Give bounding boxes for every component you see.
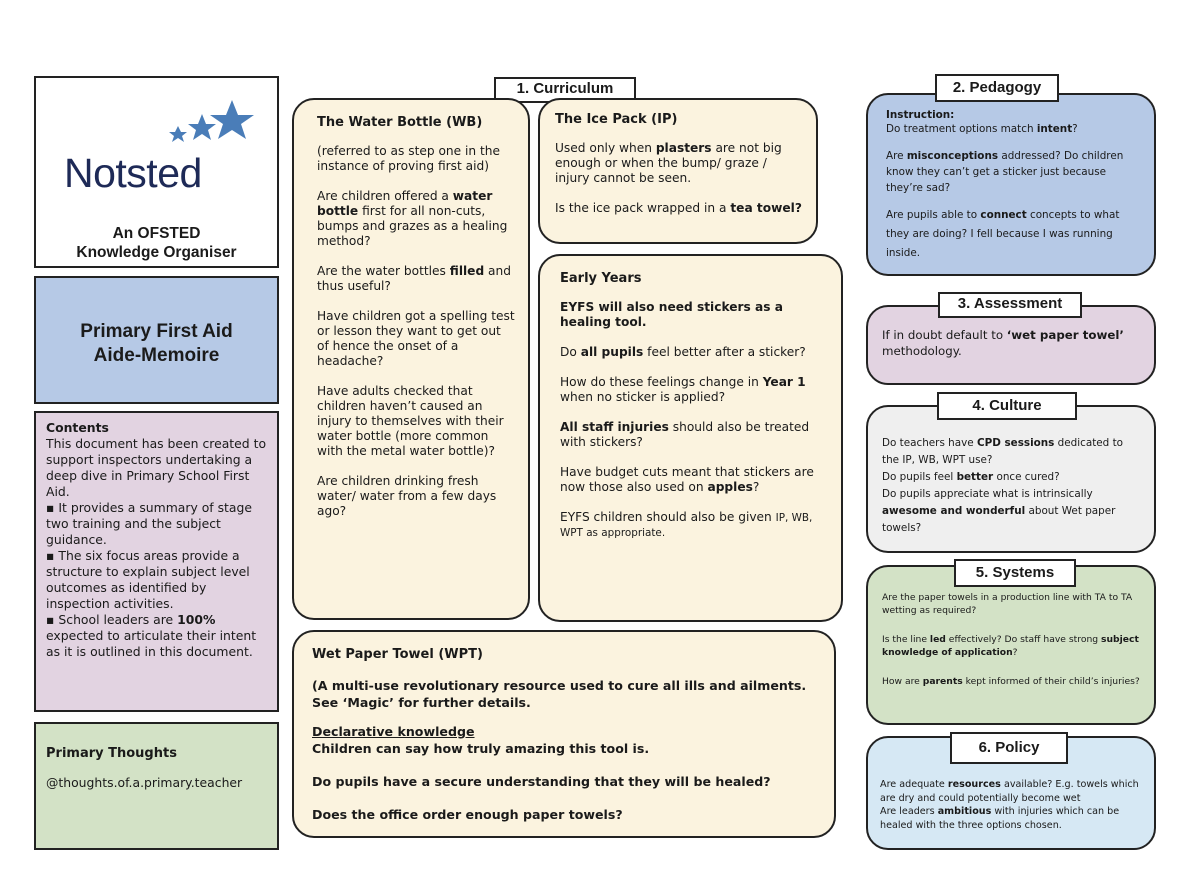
tab-systems: 5. Systems: [954, 559, 1076, 587]
assessment-text: If in doubt default to ‘wet paper towel’ methodology.: [882, 328, 1124, 358]
systems-p3: How are parents kept informed of their child’s injuries?: [882, 676, 1140, 687]
logo-subtitle: An OFSTED Knowledge Organiser: [76, 225, 237, 261]
policy-p2: Are leaders ambitious with injuries which can be healed with the three options chosen.: [880, 806, 1120, 831]
pedagogy-heading: Instruction:: [886, 109, 955, 121]
contents-list: [46, 500, 267, 660]
pedagogy-card: [866, 93, 1156, 276]
contents-intro: This document has been created to support inspectors undertaking a deep dive in Primary School First Aid.: [46, 436, 267, 499]
wb-p1: (referred to as step one in the instance of proving first aid): [317, 144, 501, 173]
wpt-p2: Children can say how truly amazing this tool is.: [312, 741, 650, 756]
tab-culture: 4. Culture: [937, 392, 1077, 420]
wb-p6: Are children drinking fresh water/ water from a few days ago?: [317, 474, 497, 518]
systems-p1: Are the paper towels in a production line with TA to TA wetting as required?: [882, 592, 1133, 616]
contents-heading: Contents: [46, 420, 109, 435]
list-item: ▪ It provides a summary of stage two training and the subject guidance.: [46, 500, 267, 548]
culture-l1: Do teachers have CPD sessions dedicated to the IP, WB, WPT use?: [882, 437, 1124, 466]
water-bottle-title: The Water Bottle (WB): [317, 115, 483, 130]
tab-policy: 6. Policy: [950, 732, 1068, 764]
pedagogy-p1: Do treatment options match intent?: [886, 123, 1078, 135]
title-panel: [34, 276, 279, 404]
list-item: ▪ The six focus areas provide a structure to explain subject level outcomes as identified by inspection activities.: [46, 548, 267, 612]
culture-l4: awesome and wonderful about Wet paper towels?: [882, 505, 1116, 534]
ip-p2: Is the ice pack wrapped in a tea towel?: [555, 201, 802, 215]
ey-p1: EYFS will also need stickers as a healing tool.: [560, 300, 783, 329]
early-years-title: Early Years: [560, 271, 642, 286]
thoughts-panel: [34, 722, 279, 850]
wpt-p1: (A multi-use revolutionary resource used to cure all ills and ailments. See ‘Magic’ for further details.: [312, 678, 807, 710]
ice-pack-title: The Ice Pack (IP): [555, 112, 678, 127]
ey-p3: How do these feelings change in Year 1 when no sticker is applied?: [560, 375, 806, 404]
ey-p4: All staff injuries should also be treated with stickers?: [560, 420, 810, 449]
brand-logo: Notsted: [64, 150, 202, 196]
ey-p6: EYFS children should also be given IP, WB, WPT as appropriate.: [560, 510, 813, 539]
stars-icon: [136, 98, 256, 148]
wb-p5: Have adults checked that children haven’t caused an injury to themselves with their water bottle (more common with the metal water bottle)?: [317, 384, 504, 458]
systems-p2: Is the line led effectively? Do staff have strong subject knowledge of application?: [882, 634, 1139, 658]
star-large: [210, 100, 254, 139]
document-title: Primary First Aid Aide-Memoire: [80, 321, 233, 366]
thoughts-heading: Primary Thoughts: [46, 746, 177, 761]
star-medium: [188, 114, 216, 140]
tab-assessment: 3. Assessment: [938, 292, 1082, 318]
wpt-declarative-heading: Declarative knowledge: [312, 724, 475, 739]
ice-pack-card: [538, 98, 818, 244]
contents-panel: [34, 411, 279, 712]
systems-card: [866, 565, 1156, 725]
wpt-p3: Do pupils have a secure understanding that they will be healed?: [312, 774, 771, 789]
thoughts-handle: @thoughts.of.a.primary.teacher: [46, 775, 243, 790]
tab-curriculum: 1. Curriculum: [494, 77, 636, 103]
tab-pedagogy: 2. Pedagogy: [935, 74, 1059, 102]
wpt-p4: Does the office order enough paper towels?: [312, 807, 623, 822]
list-item: ▪ School leaders are 100% expected to articulate their intent as it is outlined in this document.: [46, 612, 267, 660]
wpt-title: Wet Paper Towel (WPT): [312, 647, 483, 662]
culture-card: [866, 405, 1156, 553]
policy-text: [880, 778, 1144, 832]
early-years-card: [538, 254, 843, 622]
water-bottle-card: [292, 98, 530, 620]
wb-p4: Have children got a spelling test or lesson they want to get out of hence the onset of a headache?: [317, 309, 515, 368]
wb-p3: Are the water bottles filled and thus useful?: [317, 264, 511, 293]
culture-l2: Do pupils feel better once cured?: [882, 471, 1060, 483]
pedagogy-p3: Are pupils able to connect concepts to what they are doing? I fell because I was running inside.: [886, 209, 1120, 259]
star-small: [169, 126, 187, 142]
pedagogy-p2: Are misconceptions addressed? Do children know they can’t get a sticker just because they’re sad?: [886, 150, 1124, 194]
ey-p2: Do all pupils feel better after a sticker?: [560, 345, 806, 359]
policy-p1: Are adequate resources available? E.g. towels which are dry and could potentially become wet: [880, 779, 1139, 804]
logo-panel: [34, 76, 279, 268]
wb-p2: Are children offered a water bottle first for all non-cuts, bumps and grazes as a healing method?: [317, 189, 508, 248]
ip-p1: Used only when plasters are not big enough or when the bump/ graze / injury cannot be seen.: [555, 141, 782, 185]
ey-p5: Have budget cuts meant that stickers are now those also used on apples?: [560, 465, 814, 494]
culture-l3: Do pupils appreciate what is intrinsically: [882, 488, 1093, 500]
wet-paper-towel-card: [292, 630, 836, 838]
